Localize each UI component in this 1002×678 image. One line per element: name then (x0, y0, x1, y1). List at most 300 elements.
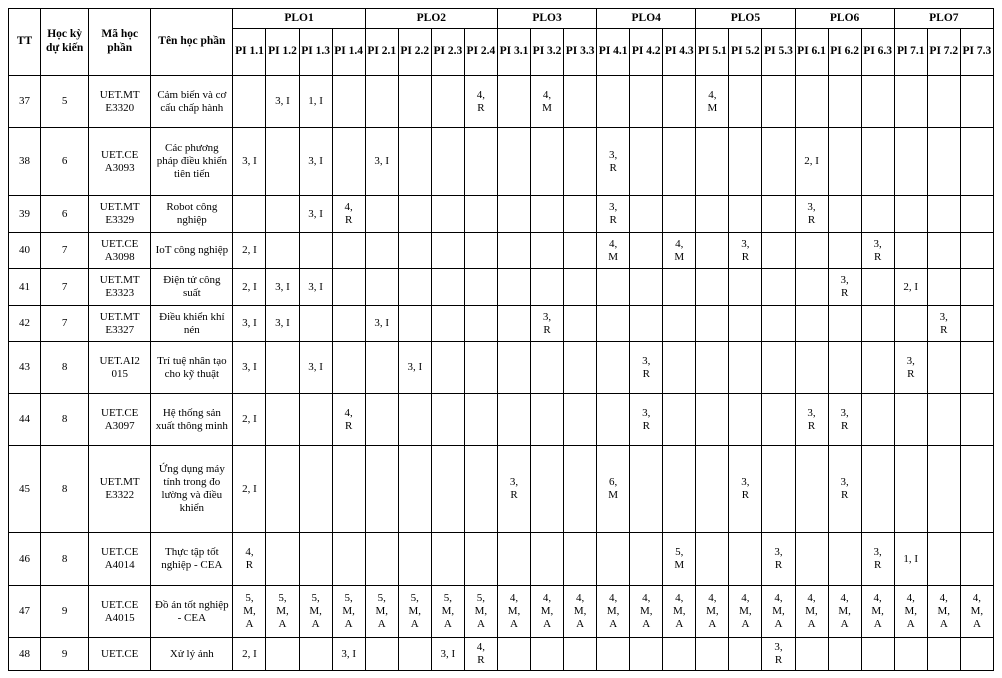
pi-value-cell (597, 394, 630, 446)
pi-value-cell (365, 342, 398, 394)
course-name-cell: Hệ thống sản xuất thông minh (151, 394, 233, 446)
pi-value-cell (894, 76, 927, 128)
course-name-cell: Điều khiển khí nén (151, 306, 233, 342)
tt-cell: 40 (9, 233, 41, 269)
pi-value-cell (696, 342, 729, 394)
pi-header: PI 4.2 (630, 29, 663, 76)
semester-cell: 8 (41, 533, 89, 586)
pi-value-cell (531, 233, 564, 269)
pi-value-cell (299, 306, 332, 342)
pi-value-cell (795, 306, 828, 342)
pi-value-cell: 4, R (332, 394, 365, 446)
pi-header: PI 2.1 (365, 29, 398, 76)
pi-value-cell (464, 233, 497, 269)
pi-value-cell (795, 533, 828, 586)
pi-value-cell: 3, R (630, 342, 663, 394)
pi-value-cell (365, 196, 398, 233)
pi-value-cell (431, 306, 464, 342)
pi-value-cell (464, 394, 497, 446)
pi-header: PI 5.2 (729, 29, 762, 76)
course-code-cell: UET.CE A4014 (89, 533, 151, 586)
pi-value-cell: 3, R (828, 269, 861, 306)
pi-value-cell: 5, M, A (464, 586, 497, 638)
pi-value-cell (630, 196, 663, 233)
pi-value-cell (696, 306, 729, 342)
pi-value-cell (762, 128, 795, 196)
pi-value-cell (531, 638, 564, 671)
pi-value-cell: 4, M, A (762, 586, 795, 638)
pi-value-cell (795, 342, 828, 394)
pi-header: PI 3.3 (564, 29, 597, 76)
course-code-cell: UET.CE A3093 (89, 128, 151, 196)
pi-value-cell (927, 638, 960, 671)
pi-value-cell (531, 269, 564, 306)
table-row (9, 306, 994, 342)
pi-value-cell: 3, I (398, 342, 431, 394)
pi-value-cell: 3, R (762, 638, 795, 671)
plo-group-header: PLO3 (497, 9, 596, 29)
pi-value-cell (828, 306, 861, 342)
pi-value-cell (464, 269, 497, 306)
pi-value-cell (266, 342, 299, 394)
pi-value-cell (398, 128, 431, 196)
pi-value-cell (564, 446, 597, 533)
pi-value-cell: 5, M, A (398, 586, 431, 638)
pi-value-cell (431, 533, 464, 586)
pi-value-cell (861, 342, 894, 394)
pi-value-cell (497, 533, 530, 586)
pi-value-cell (332, 269, 365, 306)
pi-value-cell (663, 638, 696, 671)
tt-cell: 45 (9, 446, 41, 533)
pi-value-cell: 3, R (762, 533, 795, 586)
pi-value-cell (299, 394, 332, 446)
pi-value-cell: 3, I (365, 306, 398, 342)
pi-value-cell (266, 233, 299, 269)
pi-value-cell: 3, I (299, 196, 332, 233)
pi-value-cell: 3, I (233, 342, 266, 394)
pi-header: PI 7.3 (960, 29, 993, 76)
course-name-cell: Cảm biến và cơ cấu chấp hành (151, 76, 233, 128)
pi-value-cell (497, 76, 530, 128)
pi-value-cell (795, 233, 828, 269)
pi-header: Pl 7.1 (894, 29, 927, 76)
pi-value-cell (464, 128, 497, 196)
course-name-cell: Đồ án tốt nghiệp - CEA (151, 586, 233, 638)
pi-value-cell (960, 533, 993, 586)
pi-header: PI 1.1 (233, 29, 266, 76)
pi-value-cell: 3, R (729, 233, 762, 269)
course-code-cell: UET.MT E3320 (89, 76, 151, 128)
pi-value-cell (762, 306, 795, 342)
pi-value-cell (861, 638, 894, 671)
table-header (9, 9, 994, 76)
pi-value-cell (960, 128, 993, 196)
pi-value-cell (266, 638, 299, 671)
semester-cell: 7 (41, 233, 89, 269)
pi-value-cell (564, 269, 597, 306)
pi-value-cell (696, 533, 729, 586)
semester-cell: 5 (41, 76, 89, 128)
pi-value-cell (729, 128, 762, 196)
tt-cell: 48 (9, 638, 41, 671)
pi-value-cell (960, 394, 993, 446)
pi-value-cell: 3, R (927, 306, 960, 342)
pi-value-cell (927, 196, 960, 233)
pi-value-cell (828, 233, 861, 269)
pi-value-cell (299, 233, 332, 269)
pi-value-cell (365, 533, 398, 586)
pi-header: PI 2.3 (431, 29, 464, 76)
pi-value-cell: 3, R (828, 394, 861, 446)
pi-value-cell (365, 446, 398, 533)
pi-value-cell: 3, I (365, 128, 398, 196)
pi-header: PI 6.1 (795, 29, 828, 76)
pi-value-cell (795, 446, 828, 533)
pi-value-cell (365, 233, 398, 269)
pi-value-cell: 2, I (233, 446, 266, 533)
course-name-cell: Xử lý ảnh (151, 638, 233, 671)
pi-value-cell (762, 342, 795, 394)
pi-value-cell (663, 269, 696, 306)
pi-value-cell (630, 269, 663, 306)
pi-value-cell: 4, R (332, 196, 365, 233)
pi-value-cell: 3, I (431, 638, 464, 671)
course-name-cell: Thực tập tốt nghiệp - CEA (151, 533, 233, 586)
plo-group-header: PLO5 (696, 9, 795, 29)
pi-value-cell (564, 233, 597, 269)
tt-cell: 43 (9, 342, 41, 394)
pi-value-cell (464, 533, 497, 586)
pi-value-cell (431, 446, 464, 533)
pi-value-cell (828, 342, 861, 394)
pi-value-cell: 2, I (233, 233, 266, 269)
pi-value-cell (630, 233, 663, 269)
pi-value-cell (597, 306, 630, 342)
pi-value-cell (762, 196, 795, 233)
pi-value-cell: 4, M, A (564, 586, 597, 638)
course-name-cell: Điện tử công suất (151, 269, 233, 306)
tt-cell: 47 (9, 586, 41, 638)
pi-value-cell (564, 128, 597, 196)
pi-value-cell (497, 394, 530, 446)
pi-value-cell (398, 638, 431, 671)
pi-value-cell (597, 638, 630, 671)
tt-cell: 44 (9, 394, 41, 446)
pi-value-cell (960, 446, 993, 533)
course-code-cell: UET.CE A3098 (89, 233, 151, 269)
pi-value-cell: 5, M (663, 533, 696, 586)
pi-value-cell (299, 446, 332, 533)
course-code-cell: UET.CE A3097 (89, 394, 151, 446)
pi-value-cell (564, 196, 597, 233)
pi-value-cell (927, 76, 960, 128)
pi-value-cell (729, 76, 762, 128)
pi-value-cell: 3, I (266, 269, 299, 306)
pi-value-cell (894, 128, 927, 196)
pi-value-cell (431, 76, 464, 128)
pi-value-cell (332, 233, 365, 269)
pi-value-cell: 4, M, A (497, 586, 530, 638)
pi-value-cell: 3, R (630, 394, 663, 446)
pi-value-cell (431, 233, 464, 269)
pi-value-cell (828, 76, 861, 128)
pi-value-cell (497, 638, 530, 671)
pi-value-cell (894, 394, 927, 446)
pi-value-cell (266, 446, 299, 533)
pi-value-cell (398, 269, 431, 306)
table-row (9, 446, 994, 533)
pi-value-cell (861, 196, 894, 233)
pi-value-cell (927, 128, 960, 196)
pi-value-cell (927, 342, 960, 394)
pi-value-cell (531, 394, 564, 446)
pi-value-cell (630, 306, 663, 342)
pi-header: PI 5.1 (696, 29, 729, 76)
pi-value-cell: 4, M (531, 76, 564, 128)
pi-value-cell (531, 533, 564, 586)
pi-value-cell: 3, R (861, 533, 894, 586)
pi-value-cell (431, 128, 464, 196)
pi-value-cell (960, 306, 993, 342)
course-code-cell: UET.CE (89, 638, 151, 671)
pi-value-cell: 5, M, A (266, 586, 299, 638)
pi-value-cell: 3, R (597, 196, 630, 233)
pi-value-cell (762, 446, 795, 533)
pi-value-cell (398, 233, 431, 269)
pi-value-cell (663, 394, 696, 446)
pi-value-cell (398, 306, 431, 342)
tt-cell: 46 (9, 533, 41, 586)
pi-value-cell: 4, M, A (894, 586, 927, 638)
table-row (9, 128, 994, 196)
pi-value-cell (431, 394, 464, 446)
table-row (9, 196, 994, 233)
pi-value-cell (398, 394, 431, 446)
pi-value-cell: 2, I (233, 269, 266, 306)
pi-value-cell (464, 306, 497, 342)
pi-value-cell: 5, M, A (233, 586, 266, 638)
pi-value-cell (960, 342, 993, 394)
course-name-cell: Trí tuệ nhân tạo cho kỹ thuật (151, 342, 233, 394)
pi-value-cell (795, 269, 828, 306)
pi-value-cell (630, 76, 663, 128)
semester-cell: 8 (41, 342, 89, 394)
pi-value-cell (696, 196, 729, 233)
pi-header: PI 3.2 (531, 29, 564, 76)
pi-value-cell: 3, I (299, 269, 332, 306)
pi-value-cell (729, 394, 762, 446)
pi-value-cell (630, 446, 663, 533)
pi-value-cell (266, 196, 299, 233)
pi-value-cell (828, 128, 861, 196)
pi-value-cell: 3, R (861, 233, 894, 269)
pi-header: PI 2.2 (398, 29, 431, 76)
pi-value-cell: 2, I (233, 394, 266, 446)
pi-header: PI 6.2 (828, 29, 861, 76)
pi-value-cell: 5, M, A (365, 586, 398, 638)
pi-value-cell (332, 306, 365, 342)
course-code-cell: UET.MT E3322 (89, 446, 151, 533)
pi-value-cell: 3, R (828, 446, 861, 533)
curriculum-matrix-table (8, 8, 994, 671)
semester-cell: 7 (41, 269, 89, 306)
corner-header: Học kỳ dự kiến (41, 9, 89, 76)
pi-value-cell (497, 342, 530, 394)
pi-value-cell (861, 76, 894, 128)
pi-value-cell: 6, M (597, 446, 630, 533)
pi-value-cell (531, 446, 564, 533)
pi-value-cell: 5, M, A (431, 586, 464, 638)
pi-value-cell: 3, R (795, 394, 828, 446)
pi-value-cell (564, 394, 597, 446)
semester-cell: 7 (41, 306, 89, 342)
course-name-cell: Robot công nghiệp (151, 196, 233, 233)
pi-value-cell (299, 638, 332, 671)
pi-value-cell (398, 196, 431, 233)
pi-value-cell (828, 533, 861, 586)
pi-value-cell: 3, R (795, 196, 828, 233)
pi-value-cell (497, 128, 530, 196)
pi-value-cell: 4, M, A (960, 586, 993, 638)
pi-value-cell (564, 342, 597, 394)
pi-value-cell (332, 128, 365, 196)
pi-value-cell: 5, M, A (332, 586, 365, 638)
pi-value-cell (630, 128, 663, 196)
pi-value-cell (266, 128, 299, 196)
pi-value-cell: 3, I (233, 306, 266, 342)
pi-value-cell (927, 533, 960, 586)
corner-header: Tên học phần (151, 9, 233, 76)
pi-value-cell (431, 196, 464, 233)
pi-value-cell (894, 306, 927, 342)
pi-value-cell (663, 76, 696, 128)
pi-value-cell (894, 638, 927, 671)
pi-value-cell: 4, M, A (729, 586, 762, 638)
pi-value-cell (960, 76, 993, 128)
course-code-cell: UET.CE A4015 (89, 586, 151, 638)
pi-value-cell: 3, I (266, 76, 299, 128)
corner-header: Mã học phần (89, 9, 151, 76)
table-row (9, 342, 994, 394)
pi-value-cell: 4, M (597, 233, 630, 269)
pi-value-cell (597, 342, 630, 394)
pi-value-cell (795, 76, 828, 128)
semester-cell: 6 (41, 128, 89, 196)
pi-header: PI 1.2 (266, 29, 299, 76)
pi-value-cell (729, 306, 762, 342)
pi-value-cell (861, 128, 894, 196)
pi-value-cell (960, 196, 993, 233)
pi-value-cell (531, 342, 564, 394)
pi-value-cell (762, 394, 795, 446)
pi-value-cell (464, 196, 497, 233)
tt-cell: 37 (9, 76, 41, 128)
pi-value-cell (696, 128, 729, 196)
pi-value-cell (431, 342, 464, 394)
pi-value-cell: 3, R (597, 128, 630, 196)
pi-value-cell: 1, I (299, 76, 332, 128)
pi-value-cell (960, 233, 993, 269)
pi-header: PI 2.4 (464, 29, 497, 76)
pi-value-cell: 3, I (266, 306, 299, 342)
pi-value-cell (564, 638, 597, 671)
pi-value-cell (299, 533, 332, 586)
pi-value-cell (927, 394, 960, 446)
table-row (9, 394, 994, 446)
pi-value-cell (696, 638, 729, 671)
plo-group-header: PLO7 (894, 9, 993, 29)
pi-value-cell: 4, M, A (861, 586, 894, 638)
header-row-plo (9, 9, 994, 29)
pi-value-cell (564, 533, 597, 586)
pi-value-cell (630, 533, 663, 586)
pi-value-cell (729, 638, 762, 671)
table-body (9, 76, 994, 671)
pi-value-cell (729, 269, 762, 306)
course-code-cell: UET.MT E3329 (89, 196, 151, 233)
pi-value-cell (398, 533, 431, 586)
table-row (9, 586, 994, 638)
pi-header: PI 6.3 (861, 29, 894, 76)
table-row (9, 269, 994, 306)
pi-value-cell: 4, M, A (795, 586, 828, 638)
pi-value-cell: 2, I (795, 128, 828, 196)
pi-value-cell (564, 306, 597, 342)
pi-value-cell: 4, M (696, 76, 729, 128)
plo-group-header: PLO2 (365, 9, 497, 29)
pi-value-cell: 4, M, A (531, 586, 564, 638)
pi-value-cell (861, 269, 894, 306)
pi-value-cell: 4, M, A (927, 586, 960, 638)
pi-value-cell (960, 269, 993, 306)
pi-value-cell (266, 394, 299, 446)
pi-value-cell: 5, M, A (299, 586, 332, 638)
pi-header: PI 1.3 (299, 29, 332, 76)
pi-value-cell (464, 342, 497, 394)
pi-value-cell (497, 196, 530, 233)
pi-value-cell: 3, R (497, 446, 530, 533)
pi-value-cell: 4, R (464, 638, 497, 671)
pi-value-cell (861, 306, 894, 342)
pi-value-cell (365, 638, 398, 671)
pi-value-cell (696, 233, 729, 269)
tt-cell: 39 (9, 196, 41, 233)
pi-value-cell (762, 233, 795, 269)
pi-value-cell: 4, M, A (597, 586, 630, 638)
plo-group-header: PLO6 (795, 9, 894, 29)
pi-value-cell (663, 306, 696, 342)
pi-value-cell: 2, I (233, 638, 266, 671)
tt-cell: 38 (9, 128, 41, 196)
pi-value-cell (927, 233, 960, 269)
pi-value-cell (497, 269, 530, 306)
pi-value-cell: 3, R (531, 306, 564, 342)
pi-value-cell (729, 196, 762, 233)
pi-value-cell (365, 76, 398, 128)
pi-value-cell (531, 128, 564, 196)
course-code-cell: UET.AI2 015 (89, 342, 151, 394)
pi-value-cell (894, 446, 927, 533)
pi-value-cell (663, 128, 696, 196)
pi-value-cell (729, 342, 762, 394)
pi-value-cell (663, 342, 696, 394)
pi-value-cell: 4, R (464, 76, 497, 128)
pi-value-cell: 3, I (233, 128, 266, 196)
pi-value-cell (332, 533, 365, 586)
pi-value-cell (398, 76, 431, 128)
course-code-cell: UET.MT E3323 (89, 269, 151, 306)
